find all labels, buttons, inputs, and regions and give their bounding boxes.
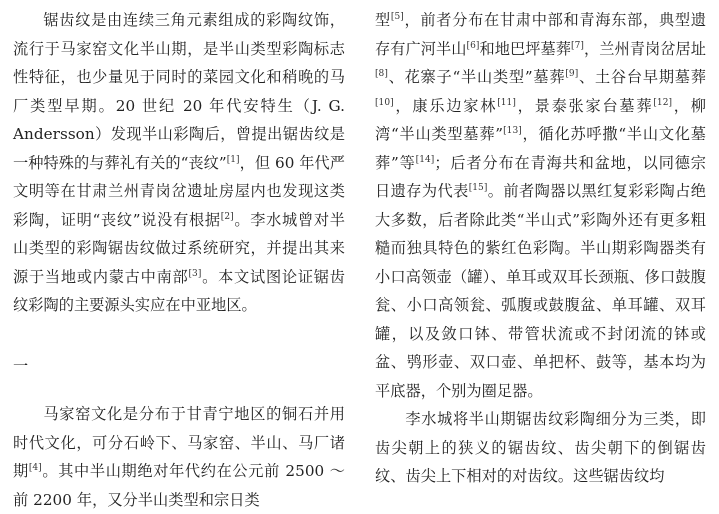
continued-paragraph xyxy=(375,6,706,405)
citation-ref: [4] xyxy=(28,462,42,473)
citation-ref: [6] xyxy=(466,40,480,51)
text-run: ，但 60 年代严文明等在甘肃兰州青岗岔遗址房屋内也发现这类彩陶，证明“丧纹”说没有根据 xyxy=(13,153,345,229)
text-run: ，景泰张家台墓葬 xyxy=(515,96,654,115)
text-run: 李水城将半山期锯齿纹彩陶细分为三类，即齿尖朝上的狭义的锯齿纹、齿尖朝下的倒锯齿纹、齿尖上下相对的对齿纹。这些锯齿纹均 xyxy=(375,410,706,485)
citation-ref: [11] xyxy=(497,97,516,108)
citation-ref: [15] xyxy=(468,182,488,193)
citation-ref: [10] xyxy=(375,97,394,108)
intro-paragraph xyxy=(13,6,345,320)
text-run: ，康乐边家林 xyxy=(393,96,498,115)
citation-ref: [7] xyxy=(571,40,584,51)
section-number: 一 xyxy=(13,356,29,375)
text-run: ，前者分布在甘肃中部和青海东部，典型遗存有广河半山 xyxy=(375,11,706,58)
text-run: 型 xyxy=(375,11,391,29)
text-run: 。前者陶器以黑红复彩彩陶占绝大多数，后者除此类“半山式”彩陶外还有更多粗糙而独具特色的紫红色彩陶。半山期彩陶器类有小口高领壶（罐）、单耳或双耳长颈瓶、侈口鼓腹瓮、小口高领瓮、弧腹或鼓腹盆、单耳罐、双耳罐，以及敛口钵、带管状流或不封闭流的钵或盆、鸮形壶、双口壶、单把杯、鼓等，基本均为平底器，个别为圈足器。 xyxy=(375,182,706,400)
text-run: 、土谷台早期墓葬 xyxy=(578,68,706,86)
text-run: ；后者分布在青海共和盆地，以同德宗日遗存为代表 xyxy=(375,153,706,200)
citation-ref: [14] xyxy=(415,154,435,165)
text-run: 。李水城曾对半山类型的彩陶锯齿纹做过系统研究，并提出其来源于当地或内蒙古中南部 xyxy=(13,210,345,286)
text-run: 。其中半山期绝对年代约在公元前 2500 ～前 2200 年，又分半山类型和宗日类 xyxy=(13,462,345,509)
text-run: 锯齿纹是由连续三角元素组成的彩陶纹饰，流行于马家窑文化半山期，是半山类型彩陶标志性特征，也少量见于同时的菜园文化和稍晚的马厂类型早期。20 世纪 20 年代安特生（J. G. Andersson）发现半山彩陶后，曾提出锯齿纹是一种特殊的与葬礼有关的“丧纹” xyxy=(13,11,345,172)
left-column xyxy=(13,6,345,514)
section1-paragraph xyxy=(13,400,345,514)
citation-ref: [13] xyxy=(503,125,522,136)
text-run: 、花寨子“半山类型”墓葬 xyxy=(387,68,566,86)
text-run: ，柳湾“半山类型墓葬” xyxy=(375,96,706,143)
citation-ref: [8] xyxy=(375,68,388,79)
text-run: 马家窑文化是分布于甘青宁地区的铜石并用时代文化，可分石岭下、马家窑、半山、马厂诸期 xyxy=(13,405,345,480)
citation-ref: [9] xyxy=(565,68,579,79)
text-run: 。本文试图论证锯齿纹彩陶的主要源头实应在中亚地区。 xyxy=(13,267,345,314)
classification-paragraph xyxy=(375,405,706,491)
right-column xyxy=(375,6,706,491)
citation-ref: [5] xyxy=(390,11,404,22)
citation-ref: [1] xyxy=(226,154,240,165)
text-run: 和地巴坪墓葬 xyxy=(479,39,572,58)
citation-ref: [12] xyxy=(653,97,673,108)
citation-ref: [2] xyxy=(220,211,234,222)
text-run: ，循化苏呼撒“半山文化墓葬”等 xyxy=(375,125,706,172)
citation-ref: [3] xyxy=(188,268,202,279)
text-run: ，兰州青岗岔居址 xyxy=(583,39,706,58)
